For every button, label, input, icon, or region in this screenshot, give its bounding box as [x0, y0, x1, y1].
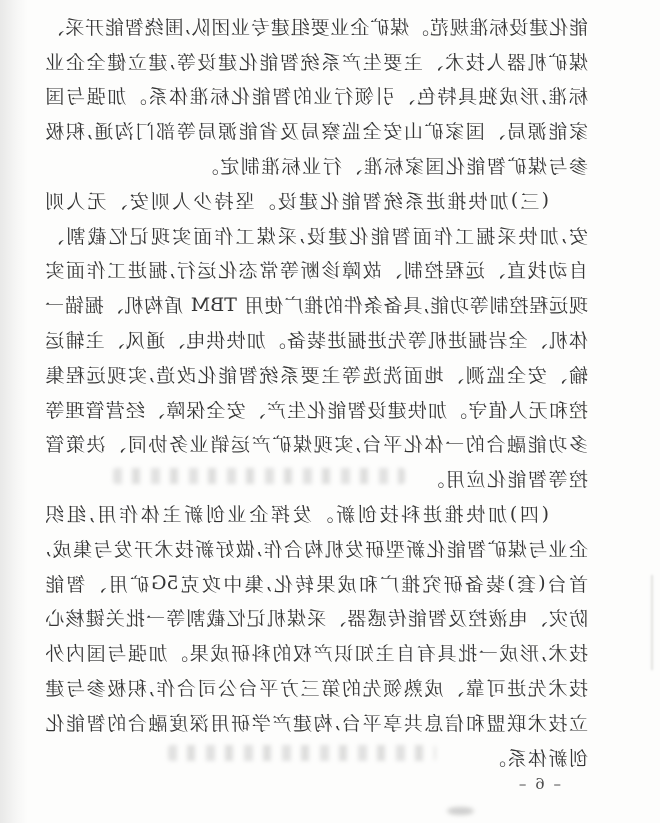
text-line: 煤 矿 机 器 人 技 术 、 主 要 生 产 系 统 智 能 化 建 设 等 , 建 立 健 全 企 业	[45, 50, 588, 74]
text-line: 控 和 无 人 值 守 。 加 快 建 设 智 能 化 生 产 、 安 全 保 障 、 经 营 管 理 等	[45, 399, 588, 422]
text-line: 多 功 能 融 合 的 一 体 化 平 台 , 实 现 煤 矿 产 运 销 业 务 协 同 、 决 策 管	[45, 432, 588, 457]
text-line: 能 化 建 设 标 准 规 范 。 煤 矿 企 业 要 组 建 专 业 团 队 , 围 绕 智 能 开 采 、	[45, 15, 588, 39]
text-line: 安 , 加 快 采 掘 工 作 面 智 能 化 建 设 , 采 煤 工 作 面 实 现 记 忆 截 割 、	[45, 224, 588, 248]
text-line: 输 、 安 全 监 测 、 地 面 洗 选 等 主 要 系 统 智 能 化 改 造 , 实 现 远 程 集	[45, 363, 588, 387]
text-line: 标 准 , 形 成 独 具 特 色 、 引 领 行 业 的 智 能 化 标 准 体 系 。 加 强 与 国	[45, 84, 588, 109]
text-line: 创 新 体 系 。	[485, 747, 588, 770]
text-line: 控 等 智 能 化 应 用 。	[423, 469, 588, 492]
text-line: 首 台 ( 套 ) 装 备 研 究 推 广 和 成 果 转 化 , 集 中 攻 克 5G 矿 用 、 智 能	[45, 572, 588, 596]
document-text-block	[45, 9, 588, 775]
text-line: 技 术 先 进 可 靠 、 成 熟 领 先 的 第 三 方 平 台 公 司 合 作 , 积 极 参 与 建	[45, 676, 588, 701]
text-line: ( 四 ) 加 快 推 进 科 技 创 新 。 发 挥 企 业 创 新 主 体 作 用 , 组 织	[45, 502, 549, 527]
text-line: 参 与 煤 矿 智 能 化 国 家 标 准 、 行 业 标 准 制 定 。	[198, 156, 588, 179]
text-line: 立 技 术 联 盟 和 信 息 共 享 平 台 , 构 建 产 学 研 用 深 度 融 合 的 智 能 化	[45, 711, 588, 735]
text-line: ( 三 ) 加 快 推 进 系 统 智 能 化 建 设 。 坚 持 少 人 则 安 、 无 人 则	[45, 189, 549, 213]
text-line: 企 业 与 煤 矿 智 能 化 新 型 研 发 机 构 合 作 , 做 好 新 技 术 开 发 与 集 成 ,	[45, 537, 588, 561]
text-line: 体 机 、 全 岩 掘 进 机 等 先 进 掘 进 装 备 。 加 快 供 电 、 通 风 、 主 辅 运	[45, 330, 588, 353]
page-number: – 6 –	[516, 775, 561, 793]
text-line: 防 灾 、 电 液 控 及 智 能 传 感 器 、 采 煤 机 记 忆 截 割 等 一 批 关 键 核 心	[45, 608, 588, 631]
text-line: 家 能 源 局 、 国 家 矿 山 安 全 监 察 局 及 省 能 源 局 等 部 门 沟 通 , 积 极	[45, 119, 588, 144]
text-line: 技 术 , 形 成 一 批 具 有 自 主 知 识 产 权 的 科 研 成 果 。 加 强 与 国 内 外	[45, 641, 588, 666]
text-line: 自 动 找 直 、 远 程 控 制 、 故 障 诊 断 等 常 态 化 运 行 , 掘 进 工 作 面 实	[45, 258, 588, 283]
text-line: 现 远 程 控 制 等 功 能 , 具 备 条 件 的 推 广 使 用 TBM 盾 构 机 、 掘 锚 一	[45, 293, 588, 318]
